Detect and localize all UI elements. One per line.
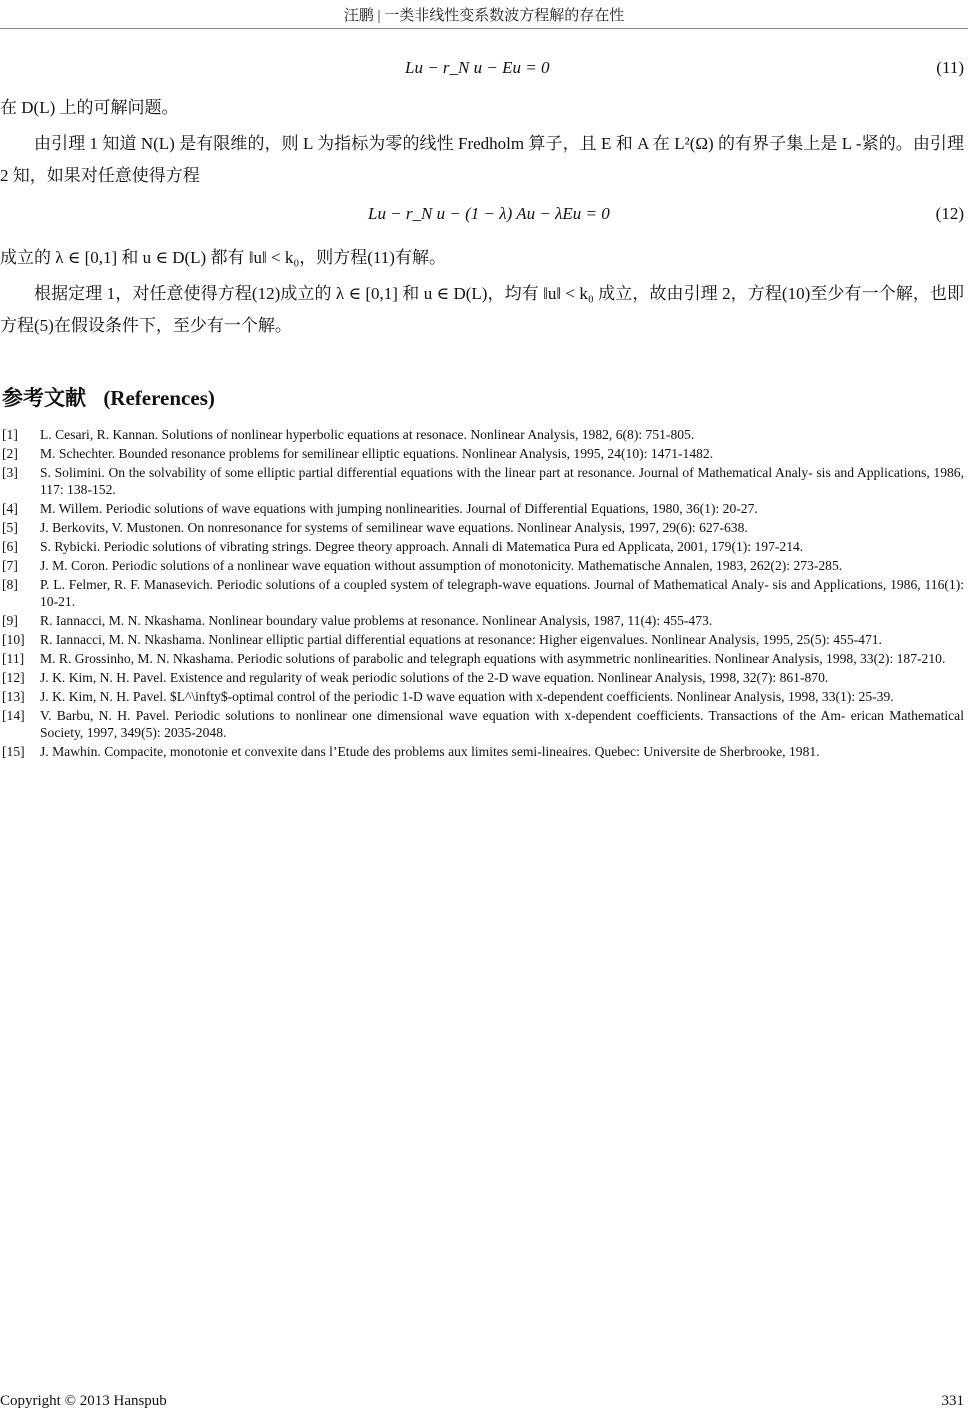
paragraph-1-text: 在 D(L) 上的可解问题。 xyxy=(0,98,179,117)
paragraph-4-text: 根据定理 1，对任意使得方程(12)成立的 λ ∈ [0,1] 和 u ∈ D(L)，均有 ‖u‖ < k₀ 成立，故由引理 2，方程(10)至少有一个解，也即方程(5)在假设条件下，至少有一个解。 xyxy=(0,284,964,335)
paragraph-2 xyxy=(0,128,964,192)
reference-item xyxy=(2,519,964,536)
reference-item xyxy=(2,500,964,517)
reference-text: R. Iannacci, M. N. Nkashama. Nonlinear boundary value problems at resonance. Nonlinear Analysis, 1987, 11(4): 455-473. xyxy=(40,613,713,628)
reference-number: [10] xyxy=(2,632,25,647)
reference-number: [13] xyxy=(2,689,25,704)
equation-11-number: (11) xyxy=(936,58,964,77)
reference-number: [5] xyxy=(2,520,18,535)
reference-item xyxy=(2,576,964,610)
reference-item xyxy=(2,707,964,741)
paragraph-3-text: 成立的 λ ∈ [0,1] 和 u ∈ D(L) 都有 ‖u‖ < k₀，则方程(11)有解。 xyxy=(0,248,446,267)
equation-11 xyxy=(0,58,968,82)
equation-11-expression: Lu − r_N u − Eu = 0 xyxy=(405,58,550,77)
reference-item xyxy=(2,688,964,705)
reference-text: M. Schechter. Bounded resonance problems for semilinear elliptic equations. Nonlinear Analysis, 1995, 24(10): 1471-1482. xyxy=(40,446,714,461)
copyright-footer: Copyright © 2013 Hanspub xyxy=(0,1393,167,1409)
equation-12-expression: Lu − r_N u − (1 − λ) Au − λEu = 0 xyxy=(368,204,610,223)
equation-12 xyxy=(0,204,968,228)
reference-number: [7] xyxy=(2,558,18,573)
reference-text: J. K. Kim, N. H. Pavel. Existence and regularity of weak periodic solutions of the 2-D wave equation. Nonlinear Analysis, 1998, 32(7): 861-870. xyxy=(40,670,829,685)
paragraph-2-text: 由引理 1 知道 N(L) 是有限维的，则 L 为指标为零的线性 Fredholm 算子，且 E 和 A 在 L²(Ω) 的有界子集上是 L -紧的。由引理 2 知，如果对任意使得方程 xyxy=(0,134,964,185)
paragraph-4 xyxy=(0,278,964,342)
reference-text: J. Berkovits, V. Mustonen. On nonresonance for systems of semilinear wave equations. Nonlinear Analysis, 1997, 29(6): 627-638. xyxy=(40,520,748,535)
page-number: 331 xyxy=(941,1393,964,1409)
running-header: 汪鹏 | 一类非线性变系数波方程解的存在性 xyxy=(343,8,625,24)
reference-text: S. Rybicki. Periodic solutions of vibrating strings. Degree theory approach. Annali di Matematica Pura ed Applicata, 2001, 179(1): 197-214. xyxy=(40,539,804,554)
reference-number: [6] xyxy=(2,539,18,554)
reference-text: R. Iannacci, M. N. Nkashama. Nonlinear elliptic partial differential equations at resonance: Higher eigenvalues. Nonlinear Analysis, 1995, 25(5): 455-471. xyxy=(40,632,882,647)
reference-text: M. R. Grossinho, M. N. Nkashama. Periodic solutions of parabolic and telegraph equations with asymmetric nonlinearities. Nonlinear Analysis, 1998, 33(2): 187-210. xyxy=(40,651,946,666)
reference-item xyxy=(2,650,964,667)
references-heading xyxy=(2,382,215,412)
reference-text: V. Barbu, N. H. Pavel. Periodic solutions to nonlinear one dimensional wave equation with x-dependent coefficients. Transactions of the Am- erican Mathematical Society, 1997, 349(5): 2035-2048. xyxy=(40,708,964,740)
reference-item xyxy=(2,426,964,443)
reference-item xyxy=(2,612,964,629)
paragraph-3 xyxy=(0,242,964,274)
reference-item xyxy=(2,631,964,648)
reference-text: J. M. Coron. Periodic solutions of a nonlinear wave equation without assumption of monotonicity. Mathematische Annalen, 1983, 262(2): 273-285. xyxy=(40,558,843,573)
reference-number: [11] xyxy=(2,651,25,666)
references-heading-en: (References) xyxy=(103,386,215,410)
reference-text: M. Willem. Periodic solutions of wave equations with jumping nonlinearities. Journal of Differential Equations, 1980, 36(1): 20-27. xyxy=(40,501,758,516)
reference-item xyxy=(2,557,964,574)
reference-text: P. L. Felmer, R. F. Manasevich. Periodic solutions of a coupled system of telegraph-wave equations. Journal of Mathematical Analy- sis and Applications, 1986, 116(1): 10-21. xyxy=(40,577,964,609)
reference-text: S. Solimini. On the solvability of some elliptic partial differential equations with the linear part at resonance. Journal of Mathematical Analy- sis and Applications, 1986, 117: 138-152. xyxy=(40,465,964,497)
reference-item xyxy=(2,669,964,686)
reference-list xyxy=(2,426,964,762)
reference-item xyxy=(2,743,964,760)
reference-number: [2] xyxy=(2,446,18,461)
reference-text: L. Cesari, R. Kannan. Solutions of nonlinear hyperbolic equations at resonace. Nonlinear Analysis, 1982, 6(8): 751-805. xyxy=(40,427,695,442)
reference-number: [1] xyxy=(2,427,18,442)
reference-number: [8] xyxy=(2,577,18,592)
references-heading-cn: 参考文献 xyxy=(2,386,86,410)
reference-number: [3] xyxy=(2,465,18,480)
reference-item xyxy=(2,464,964,498)
reference-number: [4] xyxy=(2,501,18,516)
header-divider xyxy=(0,28,968,29)
reference-item xyxy=(2,445,964,462)
reference-text: J. K. Kim, N. H. Pavel. $L^\infty$-optimal control of the periodic 1-D wave equation with x-dependent coefficients. Nonlinear Analysis, 1998, 33(1): 25-39. xyxy=(40,689,894,704)
reference-number: [14] xyxy=(2,708,25,723)
reference-number: [15] xyxy=(2,744,25,759)
reference-item xyxy=(2,538,964,555)
reference-number: [12] xyxy=(2,670,25,685)
equation-12-number: (12) xyxy=(935,204,964,223)
reference-number: [9] xyxy=(2,613,18,628)
reference-text: J. Mawhin. Compacite, monotonie et convexite dans l’Etude des problems aux limites semi-lineaires. Quebec: Universite de Sherbrooke, 1981. xyxy=(40,744,820,759)
paragraph-1 xyxy=(0,92,964,124)
